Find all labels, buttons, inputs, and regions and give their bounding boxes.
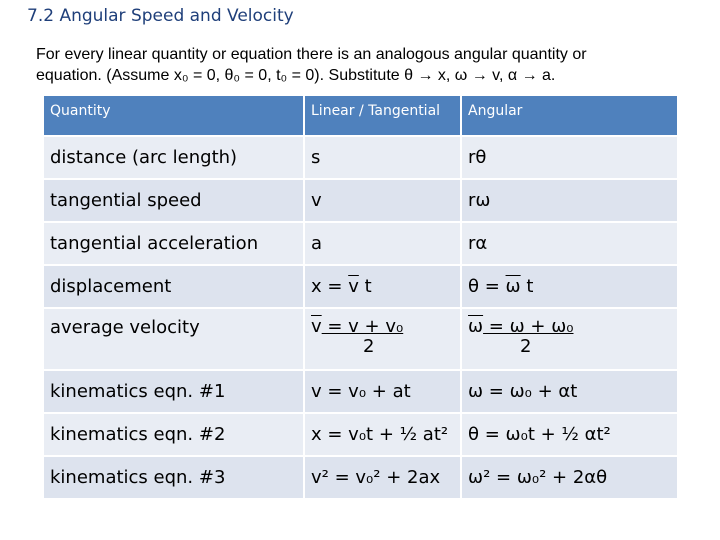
table-row xyxy=(43,308,678,370)
table-row xyxy=(43,456,678,499)
linear-post: t xyxy=(358,276,372,297)
table-row xyxy=(43,370,678,413)
cell-linear xyxy=(304,308,461,370)
cell-quantity: kinematics eqn. #1 xyxy=(43,370,304,413)
cell-quantity: average velocity xyxy=(43,308,304,370)
fraction-numerator xyxy=(468,317,671,337)
v-bar: $\overline{v}$ xyxy=(348,276,359,297)
angular-post: t xyxy=(520,276,534,297)
omega-bar: $\overline{\omega}$ xyxy=(505,276,521,297)
cell-quantity: distance (arc length) xyxy=(43,136,304,179)
intro-text xyxy=(36,44,676,86)
numerator-rest: = v + v₀ xyxy=(321,316,404,337)
header-angular: Angular xyxy=(461,95,678,136)
header-quantity: Quantity xyxy=(43,95,304,136)
header-linear: Linear / Tangential xyxy=(304,95,461,136)
table-row xyxy=(43,136,678,179)
page-title: 7.2 Angular Speed and Velocity xyxy=(27,6,294,26)
table-row xyxy=(43,413,678,456)
cell-quantity: tangential speed xyxy=(43,179,304,222)
cell-linear xyxy=(304,265,461,308)
table-row xyxy=(43,179,678,222)
cell-linear: v² = v₀² + 2ax xyxy=(304,456,461,499)
cell-angular: rω xyxy=(461,179,678,222)
cell-angular xyxy=(461,308,678,370)
cell-quantity: kinematics eqn. #3 xyxy=(43,456,304,499)
omega-bar: $\overline{\omega}$ xyxy=(468,316,484,337)
linear-pre: x = xyxy=(311,276,349,297)
cell-quantity: displacement xyxy=(43,265,304,308)
cell-linear: v xyxy=(304,179,461,222)
table-header-row xyxy=(43,95,678,136)
v-bar: $\overline{v}$ xyxy=(311,316,322,337)
angular-pre: θ = xyxy=(468,276,506,297)
cell-angular: ω² = ω₀² + 2αθ xyxy=(461,456,678,499)
cell-angular: ω = ω₀ + αt xyxy=(461,370,678,413)
table-row xyxy=(43,222,678,265)
intro-line-2: equation. (Assume x₀ = 0, θ₀ = 0, t₀ = 0). Substitute θ → x, ω → v, α → a. xyxy=(36,67,556,84)
cell-linear: v = v₀ + at xyxy=(304,370,461,413)
fraction-denominator: 2 xyxy=(520,336,532,357)
cell-linear: x = v₀t + ½ at² xyxy=(304,413,461,456)
cell-quantity: kinematics eqn. #2 xyxy=(43,413,304,456)
cell-angular xyxy=(461,265,678,308)
numerator-rest: = ω + ω₀ xyxy=(483,316,574,337)
cell-linear: s xyxy=(304,136,461,179)
intro-line-1: For every linear quantity or equation there is an analogous angular quantity or xyxy=(36,46,587,63)
cell-quantity: tangential acceleration xyxy=(43,222,304,265)
table-row xyxy=(43,265,678,308)
fraction-numerator xyxy=(311,317,454,337)
cell-angular: rα xyxy=(461,222,678,265)
cell-angular: rθ xyxy=(461,136,678,179)
cell-angular: θ = ω₀t + ½ αt² xyxy=(461,413,678,456)
cell-linear: a xyxy=(304,222,461,265)
fraction-denominator: 2 xyxy=(363,336,375,357)
analogy-table xyxy=(42,94,679,500)
